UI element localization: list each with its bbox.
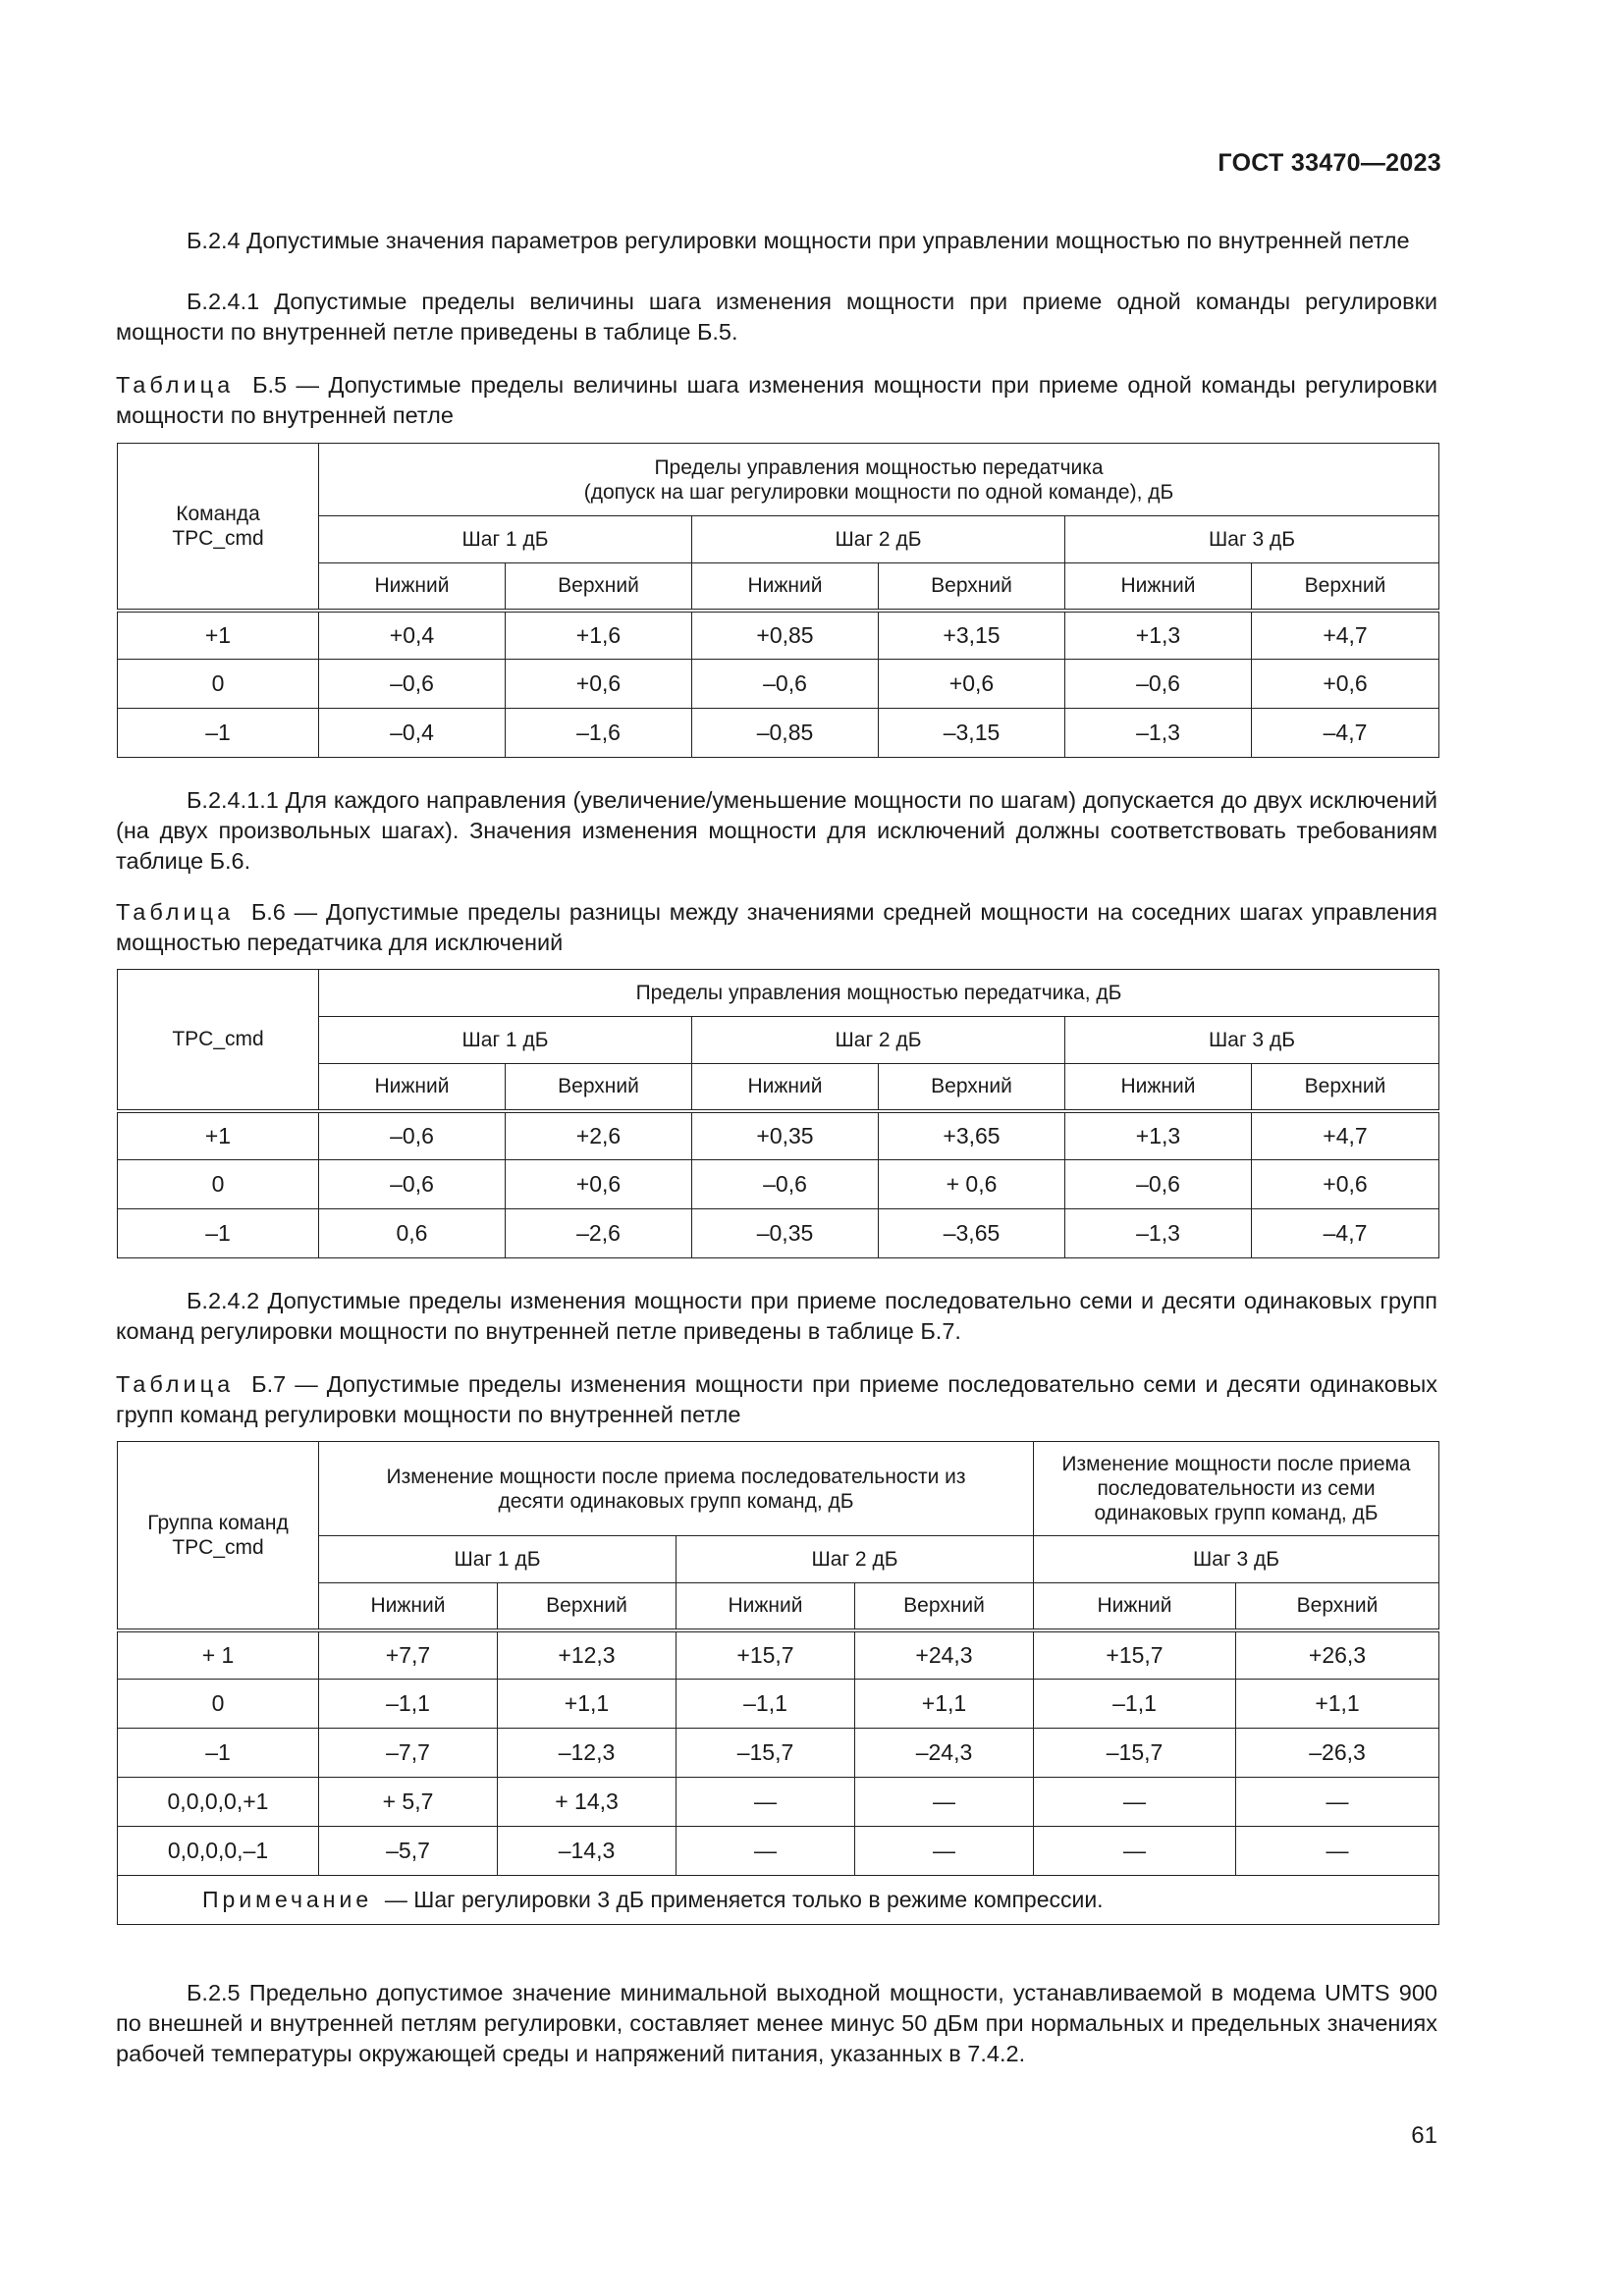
page-number: 61 bbox=[1411, 2122, 1437, 2149]
cell: + 5,7 bbox=[319, 1778, 498, 1827]
cell: –1,6 bbox=[506, 709, 692, 758]
step-header: Шаг 1 дБ bbox=[319, 1017, 692, 1064]
group-header: Пределы управления мощностью передатчика (допуск на шаг регулировки мощности по одной команде), дБ bbox=[319, 444, 1439, 516]
cell: –0,6 bbox=[692, 1160, 879, 1209]
cell: + 0,6 bbox=[879, 1160, 1065, 1209]
table-row bbox=[118, 1680, 1439, 1729]
cell: +15,7 bbox=[1034, 1630, 1236, 1680]
cell: — bbox=[855, 1827, 1034, 1876]
sub-header: Верхний bbox=[498, 1583, 677, 1630]
cell: –14,3 bbox=[498, 1827, 677, 1876]
cell: +12,3 bbox=[498, 1630, 677, 1680]
sub-header: Верхний bbox=[506, 1064, 692, 1111]
caption-text: Б.6 — Допустимые пределы разницы между значениями средней мощности на соседних шагах управления мощностью передатчика для исключений bbox=[116, 899, 1437, 955]
paragraph-b-2-4: Б.2.4 Допустимые значения параметров регулировки мощности при управлении мощностью по внутренней петле bbox=[187, 228, 1410, 253]
cell: +0,6 bbox=[1252, 1160, 1439, 1209]
cell: +1 bbox=[118, 611, 319, 660]
table-note-row bbox=[118, 1876, 1439, 1925]
cell: –12,3 bbox=[498, 1729, 677, 1778]
caption-text: Б.5 — Допустимые пределы величины шага изменения мощности при приеме одной команды регулировки мощности по внутренней петле bbox=[116, 372, 1437, 428]
cell: 0 bbox=[118, 660, 319, 709]
cell: +1,1 bbox=[855, 1680, 1034, 1729]
cell: –7,7 bbox=[319, 1729, 498, 1778]
cell: –24,3 bbox=[855, 1729, 1034, 1778]
cell: + 14,3 bbox=[498, 1778, 677, 1827]
step-header: Шаг 3 дБ bbox=[1065, 516, 1439, 563]
table-b5 bbox=[117, 443, 1439, 758]
cell: +0,6 bbox=[1252, 660, 1439, 709]
cell: +3,15 bbox=[879, 611, 1065, 660]
cell: –4,7 bbox=[1252, 1209, 1439, 1258]
cell: — bbox=[1236, 1827, 1439, 1876]
cell: — bbox=[1034, 1778, 1236, 1827]
cell: –1,3 bbox=[1065, 1209, 1252, 1258]
cell: +15,7 bbox=[677, 1630, 855, 1680]
cell: –1,1 bbox=[319, 1680, 498, 1729]
table-row bbox=[118, 1827, 1439, 1876]
sub-header: Нижний bbox=[319, 1064, 506, 1111]
table-row bbox=[118, 1729, 1439, 1778]
cell: +1,3 bbox=[1065, 611, 1252, 660]
table-b7-caption bbox=[116, 1369, 1437, 1430]
cell: +0,6 bbox=[506, 1160, 692, 1209]
cell: –1 bbox=[118, 1729, 319, 1778]
table-row bbox=[118, 660, 1439, 709]
table-row bbox=[118, 1630, 1439, 1680]
cell: — bbox=[1034, 1827, 1236, 1876]
table-note: Примечание — Шаг регулировки 3 дБ применяется только в режиме компрессии. bbox=[118, 1876, 1439, 1925]
cell: +0,6 bbox=[879, 660, 1065, 709]
cell: –1,3 bbox=[1065, 709, 1252, 758]
step-header: Шаг 1 дБ bbox=[319, 1536, 677, 1583]
cell: +4,7 bbox=[1252, 611, 1439, 660]
cell: +4,7 bbox=[1252, 1111, 1439, 1160]
caption-text: Б.7 — Допустимые пределы изменения мощности при приеме последовательно семи и десяти одинаковых групп команд регулировки мощности по внутренней петле bbox=[116, 1371, 1437, 1427]
step-header: Шаг 2 дБ bbox=[677, 1536, 1034, 1583]
cell: +26,3 bbox=[1236, 1630, 1439, 1680]
sub-header: Нижний bbox=[692, 563, 879, 611]
cmd-header: TPC_cmd bbox=[118, 970, 319, 1111]
cell: –0,6 bbox=[319, 1160, 506, 1209]
table-b6 bbox=[117, 969, 1439, 1258]
cell: –1,1 bbox=[1034, 1680, 1236, 1729]
cell: –15,7 bbox=[677, 1729, 855, 1778]
cell: 0,0,0,0,–1 bbox=[118, 1827, 319, 1876]
group-header-ten: Изменение мощности после приема последовательности из десяти одинаковых групп команд, дБ bbox=[319, 1442, 1034, 1536]
cell: +0,4 bbox=[319, 611, 506, 660]
cell: +1,3 bbox=[1065, 1111, 1252, 1160]
sub-header: Нижний bbox=[677, 1583, 855, 1630]
cell: –0,35 bbox=[692, 1209, 879, 1258]
step-header: Шаг 1 дБ bbox=[319, 516, 692, 563]
cell: –2,6 bbox=[506, 1209, 692, 1258]
table-row bbox=[118, 1209, 1439, 1258]
step-header: Шаг 3 дБ bbox=[1065, 1017, 1439, 1064]
cell: –1 bbox=[118, 1209, 319, 1258]
cmd-header: Группа команд TPC_cmd bbox=[118, 1442, 319, 1630]
cell: –4,7 bbox=[1252, 709, 1439, 758]
step-header: Шаг 2 дБ bbox=[692, 1017, 1065, 1064]
sub-header: Верхний bbox=[1252, 1064, 1439, 1111]
sub-header: Нижний bbox=[319, 563, 506, 611]
cell: –26,3 bbox=[1236, 1729, 1439, 1778]
paragraph-b-2-4-1-1: Б.2.4.1.1 Для каждого направления (увеличение/уменьшение мощности по шагам) допускается до двух исключений (на двух произвольных шагах). Значения изменения мощности для исключений должны соответствовать требованиям таблице Б.6. bbox=[116, 787, 1437, 874]
cell: + 1 bbox=[118, 1630, 319, 1680]
cell: +0,85 bbox=[692, 611, 879, 660]
cell: +2,6 bbox=[506, 1111, 692, 1160]
table-row bbox=[118, 1778, 1439, 1827]
paragraph-b-2-4-2: Б.2.4.2 Допустимые пределы изменения мощности при приеме последовательно семи и десяти одинаковых групп команд регулировки мощности по внутренней петле приведены в таблице Б.7. bbox=[116, 1288, 1437, 1344]
sub-header: Верхний bbox=[506, 563, 692, 611]
cell: –0,6 bbox=[1065, 660, 1252, 709]
paragraph-b-2-4-1: Б.2.4.1 Допустимые пределы величины шага изменения мощности при приеме одной команды регулировки мощности по внутренней петле приведены в таблице Б.5. bbox=[116, 289, 1437, 345]
sub-header: Верхний bbox=[855, 1583, 1034, 1630]
cell: –0,85 bbox=[692, 709, 879, 758]
cell: –1,1 bbox=[677, 1680, 855, 1729]
cell: +0,35 bbox=[692, 1111, 879, 1160]
caption-word: Таблица bbox=[116, 1371, 235, 1397]
sub-header: Верхний bbox=[879, 1064, 1065, 1111]
cell: –5,7 bbox=[319, 1827, 498, 1876]
cell: –0,6 bbox=[319, 660, 506, 709]
cell: –0,6 bbox=[1065, 1160, 1252, 1209]
table-row bbox=[118, 1160, 1439, 1209]
table-row bbox=[118, 1111, 1439, 1160]
cell: — bbox=[677, 1827, 855, 1876]
step-header: Шаг 3 дБ bbox=[1034, 1536, 1439, 1583]
sub-header: Верхний bbox=[1236, 1583, 1439, 1630]
cell: 0 bbox=[118, 1680, 319, 1729]
cell: +1,1 bbox=[498, 1680, 677, 1729]
cell: –0,6 bbox=[319, 1111, 506, 1160]
cell: +1 bbox=[118, 1111, 319, 1160]
cmd-header: Команда TPC_cmd bbox=[118, 444, 319, 611]
cell: 0 bbox=[118, 1160, 319, 1209]
sub-header: Верхний bbox=[1252, 563, 1439, 611]
step-header: Шаг 2 дБ bbox=[692, 516, 1065, 563]
sub-header: Нижний bbox=[319, 1583, 498, 1630]
table-b5-caption bbox=[116, 370, 1437, 431]
sub-header: Нижний bbox=[692, 1064, 879, 1111]
cell: 0,0,0,0,+1 bbox=[118, 1778, 319, 1827]
table-b7 bbox=[117, 1441, 1439, 1925]
cell: –3,15 bbox=[879, 709, 1065, 758]
sub-header: Нижний bbox=[1065, 1064, 1252, 1111]
caption-word: Таблица bbox=[116, 899, 235, 925]
cell: –3,65 bbox=[879, 1209, 1065, 1258]
cell: –0,6 bbox=[692, 660, 879, 709]
cell: –1 bbox=[118, 709, 319, 758]
group-header: Пределы управления мощностью передатчика, дБ bbox=[319, 970, 1439, 1017]
cell: +3,65 bbox=[879, 1111, 1065, 1160]
cell: — bbox=[677, 1778, 855, 1827]
cell: –15,7 bbox=[1034, 1729, 1236, 1778]
cell: — bbox=[1236, 1778, 1439, 1827]
cell: 0,6 bbox=[319, 1209, 506, 1258]
document-header: ГОСТ 33470—2023 bbox=[1218, 149, 1441, 177]
table-row bbox=[118, 709, 1439, 758]
caption-word: Таблица bbox=[116, 372, 235, 398]
cell: — bbox=[855, 1778, 1034, 1827]
cell: +0,6 bbox=[506, 660, 692, 709]
cell: +24,3 bbox=[855, 1630, 1034, 1680]
group-header-seven: Изменение мощности после приема последовательности из семи одинаковых групп команд, дБ bbox=[1034, 1442, 1439, 1536]
sub-header: Нижний bbox=[1034, 1583, 1236, 1630]
paragraph-b-2-5: Б.2.5 Предельно допустимое значение минимальной выходной мощности, устанавливаемой в модема UMTS 900 по внешней и внутренней петлям регулировки, составляет менее минус 50 дБм при нормальных и предельных значениях рабочей температуры окружающей среды и напряжений питания, указанных в 7.4.2. bbox=[116, 1980, 1437, 2066]
table-row bbox=[118, 611, 1439, 660]
cell: +1,6 bbox=[506, 611, 692, 660]
cell: –0,4 bbox=[319, 709, 506, 758]
table-b6-caption bbox=[116, 897, 1437, 958]
cell: +7,7 bbox=[319, 1630, 498, 1680]
sub-header: Верхний bbox=[879, 563, 1065, 611]
sub-header: Нижний bbox=[1065, 563, 1252, 611]
cell: +1,1 bbox=[1236, 1680, 1439, 1729]
